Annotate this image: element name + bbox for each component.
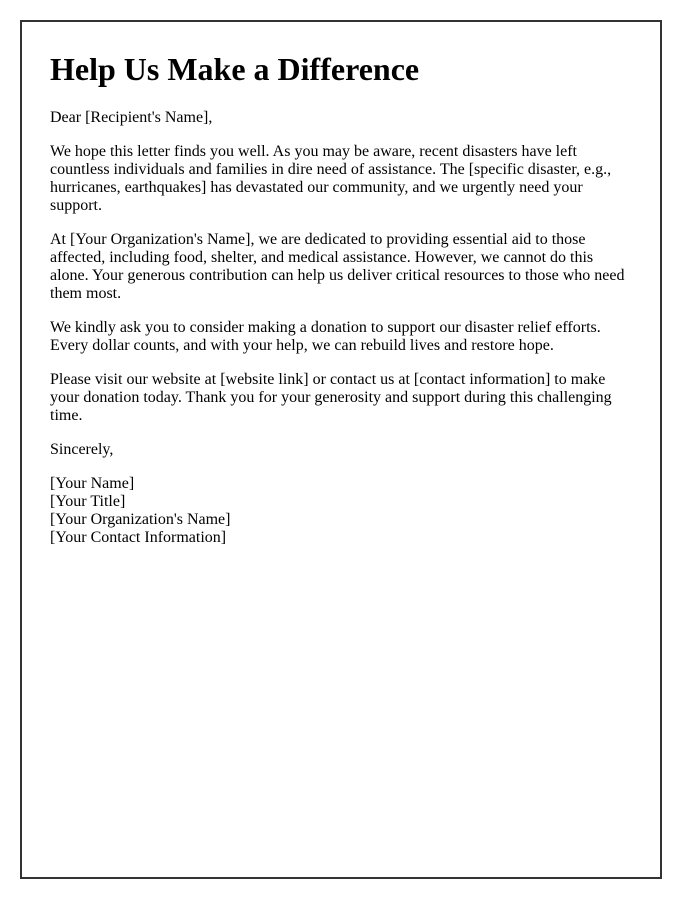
body-paragraph-intro: We hope this letter finds you well. As you may be aware, recent disasters have left countless individuals and families in dire need of assistance. The [specific disaster, e.g., hurricanes, earthquakes] has devastated our community, and we urgently need your support. [50,143,612,214]
salutation: Dear [Recipient's Name], [50,109,213,126]
letter-title: Help Us Make a Difference [50,51,420,87]
body-paragraph-contact: Please visit our website at [website link] or contact us at [contact information] to make your donation today. Thank you for your generosity and support during this challenging time. [50,371,612,424]
signature-line-contact: [Your Contact Information] [50,529,227,546]
closing: Sincerely, [50,441,114,458]
signature-line-organization: [Your Organization's Name] [50,511,231,528]
signature-line-title: [Your Title] [50,493,126,510]
signature-line-name: [Your Name] [50,475,135,492]
signature-block [50,475,632,547]
body-paragraph-organization: At [Your Organization's Name], we are dedicated to providing essential aid to those affected, including food, shelter, and medical assistance. However, we cannot do this alone. Your generous contribution can help us deliver critical resources to those who need them most. [50,231,625,302]
letter-document [20,20,662,879]
body-paragraph-donation-ask: We kindly ask you to consider making a donation to support our disaster relief efforts. Every dollar counts, and with your help, we can rebuild lives and restore hope. [50,319,601,354]
